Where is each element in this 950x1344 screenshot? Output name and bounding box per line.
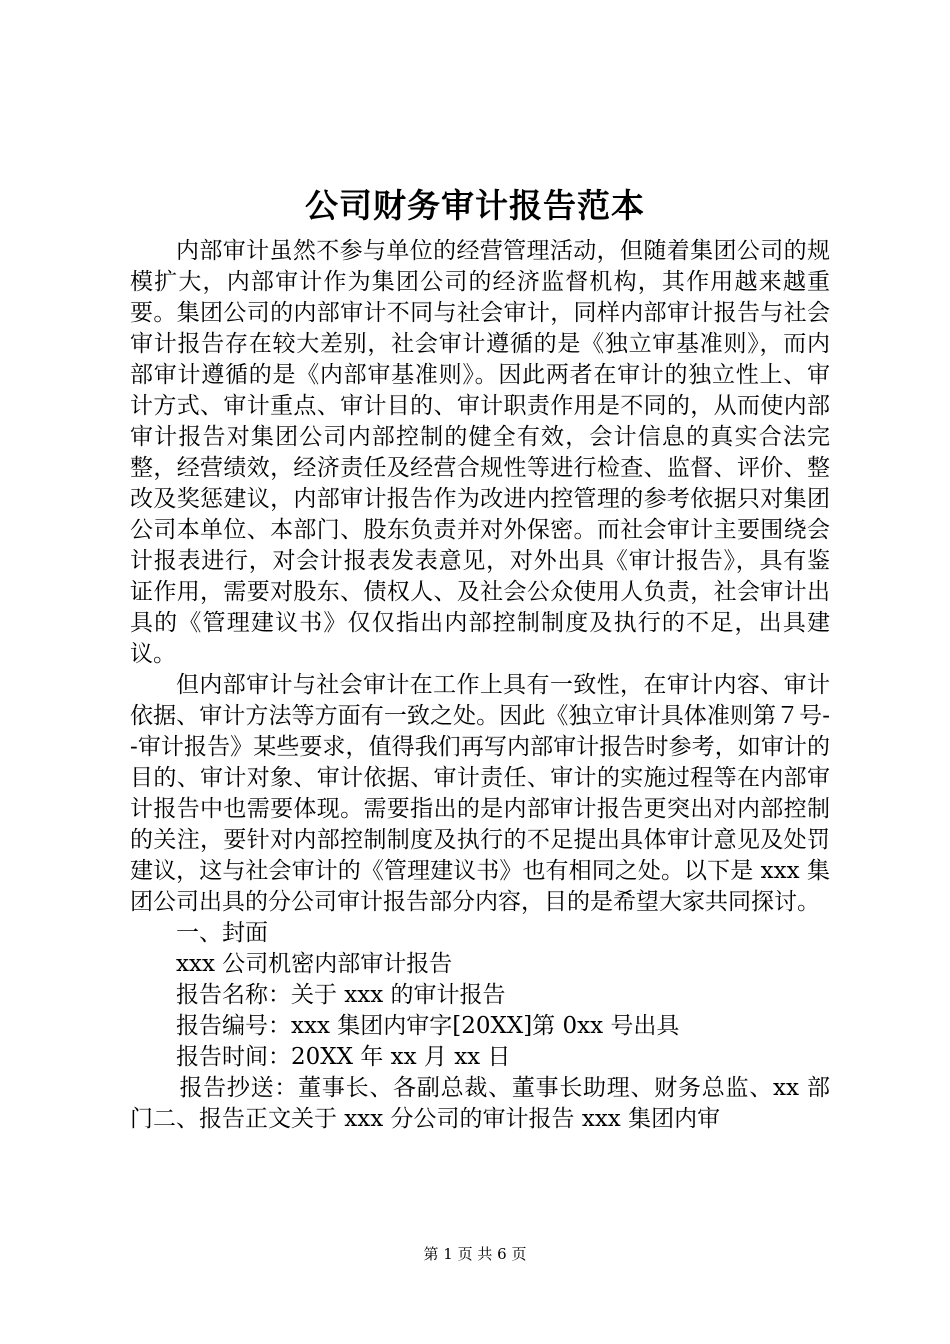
section-heading-cover: 一、封面 bbox=[176, 920, 268, 946]
report-cc-line: 报告抄送：董事长、各副总裁、董事长助理、财务总监、xx 部门二、报告正文关于 xxx 分公司的审计报告 xxx 集团内审 bbox=[130, 1075, 830, 1132]
paragraph-intro: 内部审计虽然不参与单位的经营管理活动，但随着集团公司的规模扩大，内部审计作为集团公司的经济监督机构，其作用越来越重要。集团公司的内部审计不同与社会审计，同样内部审计报告与社会审计报告存在较大差别，社会审计遵循的是《独立审基准则》，而内部审计遵循的是《内部审基准则》。因此两者在审计的独立性上、审计方式、审计重点、审计目的、审计职责作用是不同的，从而使内部审计报告对集团公司内部控制的健全有效，会计信息的真实合法完整，经营绩效，经济责任及经营合规性等进行检查、监督、评价、整改及奖惩建议，内部审计报告作为改进内控管理的参考依据只对集团公司本单位、本部门、股东负责并对外保密。而社会审计主要围绕会计报表进行，对会计报表发表意见，对外出具《审计报告》，具有鉴证作用，需要对股东、债权人、及社会公众使用人负责，社会审计出具的《管理建议书》仅仅指出内部控制制度及执行的不足，出具建议。 bbox=[130, 238, 830, 667]
report-name-line: 报告名称：关于 xxx 的审计报告 bbox=[176, 982, 506, 1008]
cover-report-heading: xxx 公司机密内部审计报告 bbox=[176, 951, 453, 977]
page-footer: 第 1 页 共 6 页 bbox=[423, 1245, 527, 1263]
report-date-line: 报告时间：20XX 年 xx 月 xx 日 bbox=[176, 1044, 511, 1070]
document-title: 公司财务审计报告范本 bbox=[305, 186, 645, 225]
report-number-line: 报告编号：xxx 集团内审字[20XX]第 0xx 号出具 bbox=[176, 1013, 680, 1039]
paragraph-consistency: 但内部审计与社会审计在工作上具有一致性，在审计内容、审计依据、审计方法等方面有一致之处。因此《独立审计具体准则第７号--审计报告》某些要求，值得我们再写内部审计报告时参考，如审计的目的、审计对象、审计依据、审计责任、审计的实施过程等在内部审计报告中也需要体现。需要指出的是内部审计报告更突出对内部控制的关注，要针对内部控制制度及执行的不足提出具体审计意见及处罚建议，这与社会审计的《管理建议书》也有相同之处。以下是 xxx 集团公司出具的分公司审计报告部分内容，目的是希望大家共同探讨。 bbox=[130, 672, 830, 915]
document-body bbox=[130, 236, 830, 1135]
